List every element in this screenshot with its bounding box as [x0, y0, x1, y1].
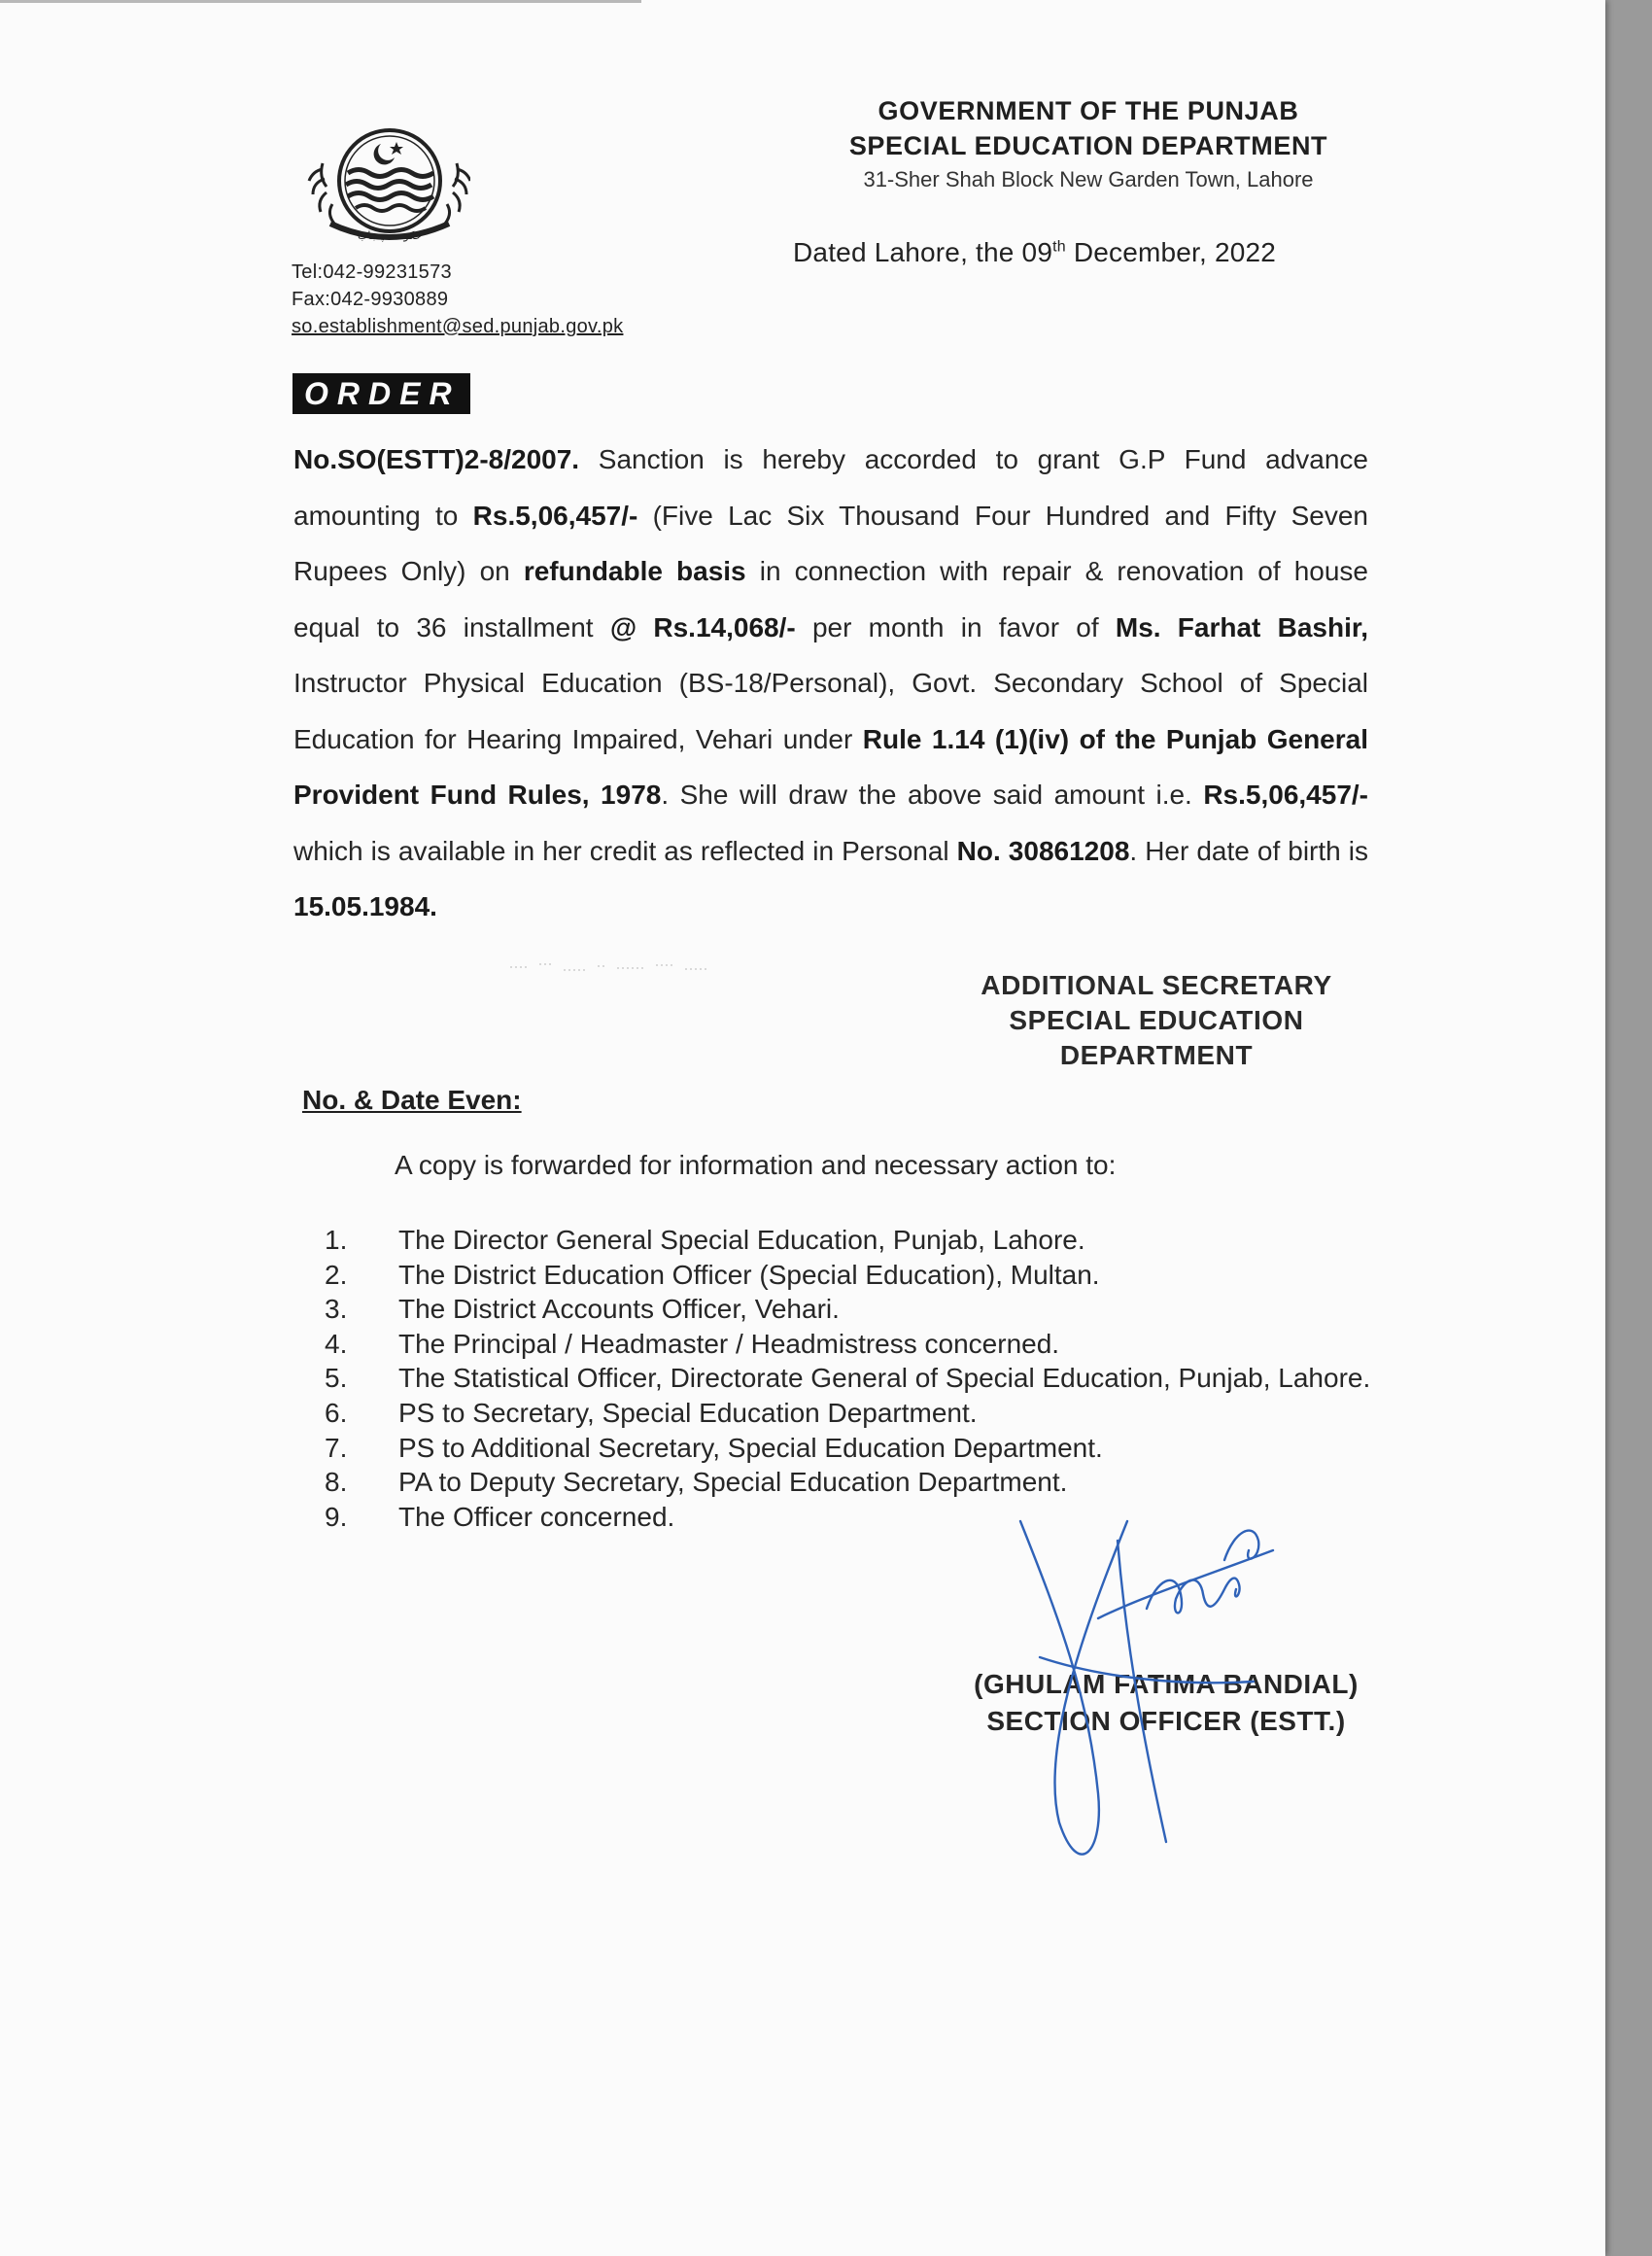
order-paragraph	[293, 432, 1368, 935]
order-heading: ORDER	[293, 373, 470, 414]
date-of-birth: 15.05.1984.	[293, 891, 437, 921]
copy-forwarded-line: A copy is forwarded for information and necessary action to:	[395, 1150, 1117, 1180]
distribution-item	[325, 1396, 1394, 1431]
order-reference-number: No.SO(ESTT)2-8/2007.	[293, 444, 580, 474]
authority-title: ADDITIONAL SECRETARY	[981, 970, 1332, 1000]
order-text: . She will draw the above said amount i.e.	[661, 780, 1204, 810]
order-text: (Five Lac Six Thousand Four Hundred and Fifty Seven Rupees Only) on	[293, 500, 1369, 586]
personal-number: No. 30861208	[956, 835, 1130, 866]
distribution-item-number: 5.	[325, 1363, 348, 1394]
distribution-item-text: The District Education Officer (Special Education), Multan.	[398, 1259, 1100, 1290]
date-prefix: Dated Lahore, the 09	[793, 237, 1053, 267]
order-text: . Her date of birth is	[1129, 835, 1368, 866]
employee-name: Ms. Farhat Bashir,	[1115, 611, 1368, 642]
distribution-item-text: The Director General Special Education, Punjab, Lahore.	[398, 1225, 1085, 1255]
distribution-item-number: 6.	[325, 1397, 348, 1428]
authority-block	[933, 968, 1380, 1073]
telephone-number: Tel:042-99231573	[292, 261, 452, 283]
order-text: Instructor Physical Education (BS-18/Personal), Govt. Secondary School of Special Education for Hearing Impaired, Vehari under	[293, 668, 1368, 754]
emblem-script-text: حکومت پنجاب	[358, 229, 422, 242]
installment-amount: @ Rs.14,068/-	[609, 611, 796, 642]
distribution-item-number: 9.	[325, 1501, 348, 1532]
advance-amount: Rs.5,06,457/-	[472, 500, 638, 531]
authority-department: SPECIAL EDUCATION	[1009, 1005, 1304, 1035]
distribution-item	[325, 1361, 1394, 1396]
distribution-item-text: The Principal / Headmaster / Headmistress concerned.	[398, 1328, 1060, 1359]
distribution-item-text: PS to Additional Secretary, Special Education Department.	[398, 1432, 1103, 1463]
distribution-item	[325, 1292, 1394, 1327]
distribution-item-text: PA to Deputy Secretary, Special Education Department.	[398, 1467, 1068, 1498]
order-text: Sanction is hereby accorded to grant G.P Fund advance amounting to	[293, 444, 1368, 531]
handwritten-signature	[981, 1502, 1292, 1881]
email-address[interactable]: so.establishment@sed.punjab.gov.pk	[292, 316, 624, 337]
date-line	[793, 237, 1276, 268]
distribution-item-number: 8.	[325, 1467, 348, 1498]
rule-reference: Rule 1.14 (1)(iv) of the Punjab General Provident Fund Rules, 1978	[293, 723, 1368, 810]
fax-number: Fax:042-9930889	[292, 289, 449, 310]
distribution-item-number: 3.	[325, 1294, 348, 1325]
punjab-government-emblem-icon	[297, 119, 470, 253]
section-officer-name: (GHULAM FATIMA BANDIAL)	[974, 1669, 1359, 1699]
advance-amount-repeat: Rs.5,06,457/-	[1203, 780, 1368, 810]
no-date-even-heading: No. & Date Even:	[302, 1085, 522, 1115]
distribution-item	[325, 1258, 1394, 1293]
distribution-item	[325, 1465, 1394, 1500]
distribution-item-number: 7.	[325, 1432, 348, 1463]
date-rest: December, 2022	[1065, 237, 1277, 267]
distribution-item	[325, 1327, 1394, 1362]
order-text: per month in favor of	[795, 611, 1116, 642]
distribution-item	[325, 1223, 1394, 1258]
section-officer-title: SECTION OFFICER (ESTT.)	[986, 1706, 1346, 1736]
scan-edge	[0, 0, 641, 3]
refundable-basis: refundable basis	[523, 556, 746, 586]
order-text: which is available in her credit as reflected in Personal	[293, 835, 957, 866]
government-title: GOVERNMENT OF THE PUNJAB	[878, 96, 1299, 125]
distribution-item-number: 1.	[325, 1225, 348, 1255]
order-text: in connection with repair & renovation of house equal to 36 installment	[293, 556, 1369, 642]
authority-department-suffix: DEPARTMENT	[1059, 1040, 1254, 1070]
letterhead	[739, 93, 1438, 194]
distribution-item-number: 4.	[325, 1328, 348, 1359]
date-ordinal: th	[1052, 238, 1066, 256]
distribution-item-text: The Statistical Officer, Directorate General of Special Education, Punjab, Lahore.	[398, 1363, 1371, 1394]
distribution-item	[325, 1431, 1394, 1466]
distribution-item-text: The Officer concerned.	[398, 1501, 675, 1532]
contact-block	[292, 259, 623, 340]
distribution-item-number: 2.	[325, 1259, 348, 1290]
department-address: 31-Sher Shah Block New Garden Town, Lahore	[863, 167, 1314, 191]
distribution-item-text: The District Accounts Officer, Vehari.	[398, 1294, 840, 1325]
faint-stamp-mark	[505, 953, 739, 982]
distribution-item-text: PS to Secretary, Special Education Department.	[398, 1397, 978, 1428]
distribution-list	[325, 1223, 1394, 1534]
department-title: SPECIAL EDUCATION DEPARTMENT	[848, 131, 1328, 160]
